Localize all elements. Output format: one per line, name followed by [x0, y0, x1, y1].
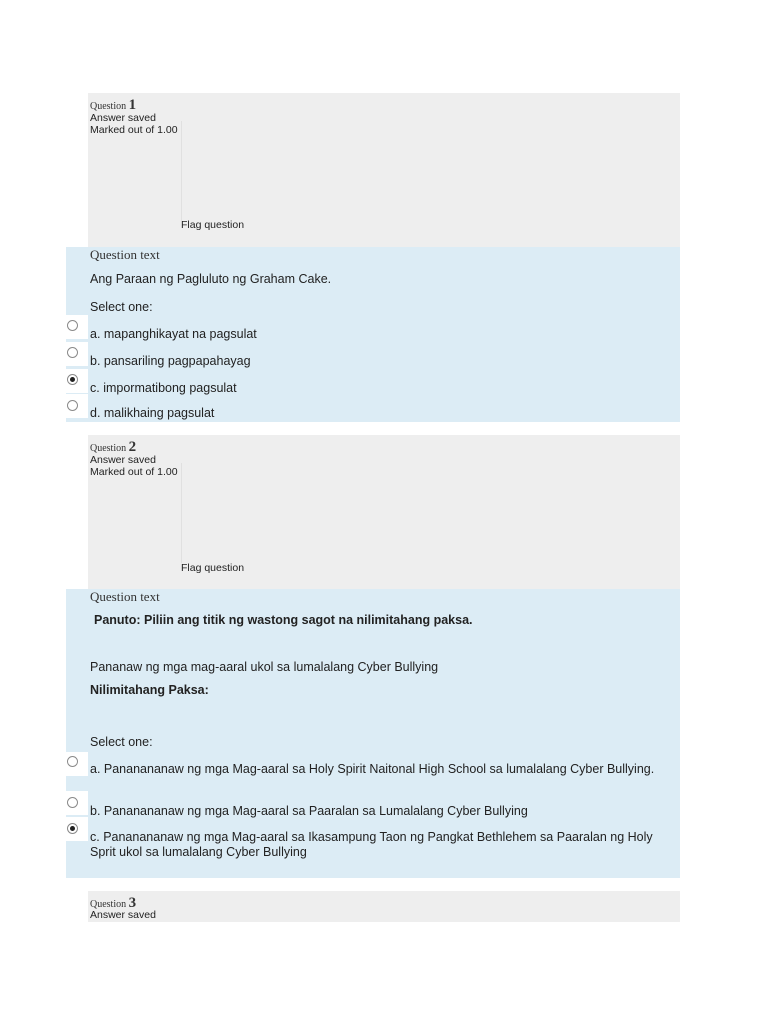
question-1-content: [66, 247, 680, 422]
info-divider: [181, 121, 182, 221]
answer-state: Answer saved: [90, 112, 156, 124]
answer-state: Answer saved: [90, 454, 156, 466]
select-one-prompt: Select one:: [90, 300, 153, 314]
grade-info: Marked out of 1.00: [90, 124, 178, 136]
limited-topic-label: Nilimitahang Paksa:: [90, 683, 209, 697]
option-c-radio[interactable]: [67, 374, 78, 385]
info-divider: [181, 463, 182, 563]
option-b-radio[interactable]: [67, 797, 78, 808]
instruction-text: Panuto: Piliin ang titik ng wastong sagot na nilimitahang paksa.: [94, 613, 473, 627]
question-2-content: [66, 589, 680, 878]
option-a-radio[interactable]: [67, 756, 78, 767]
option-c-radio[interactable]: [67, 823, 78, 834]
option-a-radio[interactable]: [67, 320, 78, 331]
option-b-label[interactable]: b. pansariling pagpapahayag: [90, 354, 251, 368]
question-2-info: [88, 435, 680, 589]
flag-question-link[interactable]: Flag question: [181, 562, 245, 574]
question-3-info: [88, 891, 680, 922]
question-text-heading: Question text: [90, 589, 160, 604]
option-a-label[interactable]: a. Pananananaw ng mga Mag-aaral sa Holy Spirit Naitonal High School sa lumalalang Cyber Bullying.: [90, 762, 655, 776]
option-b-radio[interactable]: [67, 347, 78, 358]
question-number: Question 3: [90, 895, 137, 911]
topic-text: Pananaw ng mga mag-aaral ukol sa lumalalang Cyber Bullying: [90, 660, 439, 674]
flag-question-link[interactable]: Flag question: [181, 219, 245, 231]
question-number: Question 2: [90, 439, 137, 455]
option-a-label[interactable]: a. mapanghikayat na pagsulat: [90, 327, 257, 341]
select-one-prompt: Select one:: [90, 735, 153, 749]
question-text-heading: Question text: [90, 247, 160, 262]
grade-info: Marked out of 1.00: [90, 466, 178, 478]
option-c-label[interactable]: c. impormatibong pagsulat: [90, 381, 237, 395]
answer-state: Answer saved: [90, 909, 156, 921]
question-number: Question 1: [90, 97, 137, 113]
option-d-radio[interactable]: [67, 400, 78, 411]
question-text: Ang Paraan ng Pagluluto ng Graham Cake.: [90, 272, 332, 286]
question-1-info: [88, 93, 680, 247]
option-b-label[interactable]: b. Pananananaw ng mga Mag-aaral sa Paaralan sa Lumalalang Cyber Bullying: [90, 804, 528, 818]
option-d-label[interactable]: d. malikhaing pagsulat: [90, 406, 215, 420]
option-c-label[interactable]: c. Pananananaw ng mga Mag-aaral sa Ikasampung Taon ng Pangkat Bethlehem sa Paaralan ng Holy Sprit ukol sa lumalalang Cyber Bullying: [90, 830, 653, 859]
